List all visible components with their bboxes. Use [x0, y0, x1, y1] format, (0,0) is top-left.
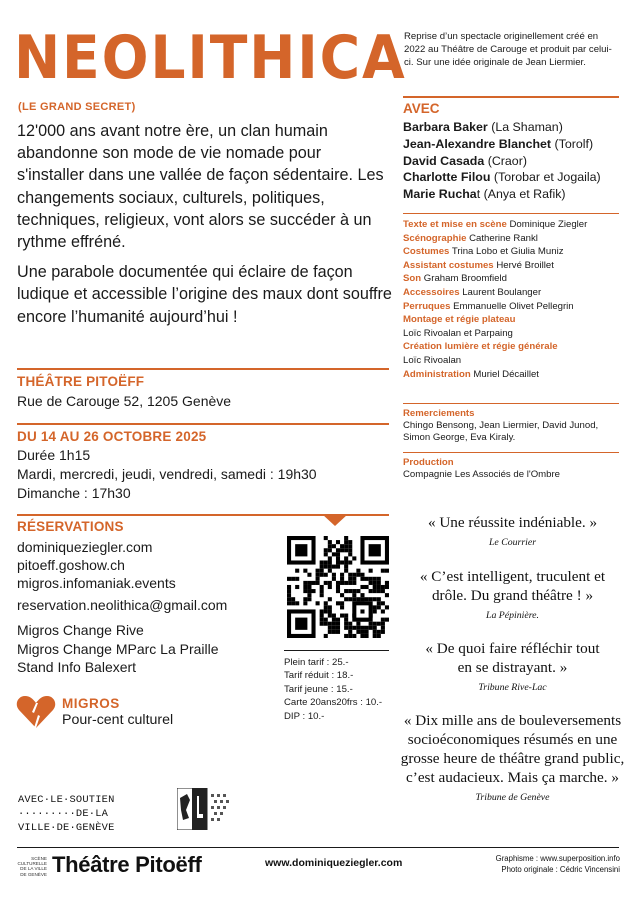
credit-value: Dominique Ziegler	[509, 219, 588, 230]
cast-name: Marie Rucha	[403, 187, 477, 202]
credit-label: Administration	[403, 368, 471, 380]
divider-credits	[403, 213, 619, 214]
divider-avec	[403, 96, 619, 98]
intro-paragraph-2: Une parabole documentée qui éclaire de façon ludique et accessible l’origine des maux dont souffre encore l’humanité aujourd’hui !	[17, 263, 392, 326]
credit-item	[403, 272, 625, 286]
credit-value: Loïc Rivoalan et Parpaing	[403, 327, 513, 339]
credit-label: Montage et régie plateau	[403, 314, 516, 326]
press-quote	[400, 567, 625, 621]
cast-item	[403, 186, 623, 203]
cast-item	[403, 169, 623, 186]
link-dominiqueziegler[interactable]: dominiqueziegler.com	[17, 539, 153, 555]
credit-label: Accessoires	[403, 286, 460, 298]
duration: Durée 1h15	[17, 447, 91, 463]
scene-culturelle-label: SCÈNE CULTURELLE DE LA VILLE DE GENÈVE	[17, 856, 47, 877]
cast-name: Barbara Baker	[403, 120, 488, 134]
avec-title: AVEC	[403, 101, 440, 116]
tarif-carte: Carte 20ans20frs : 10.-	[284, 697, 383, 709]
credit-value: Loïc Rivoalan	[403, 354, 462, 366]
credit-label: Texte et mise en scène	[403, 219, 507, 230]
production-value: Compagnie Les Associés de l'Ombre	[403, 469, 561, 481]
credit-item	[403, 218, 625, 232]
quote-source: Le Courrier	[488, 537, 537, 548]
website-link[interactable]: www.dominiqueziegler.com	[265, 857, 403, 869]
quote-text: « Dix mille ans de bouleversements socioéconomiques résumés en une grosse heure de théâtre grand public, c’est audacieux. Mais ça marche. »	[400, 712, 625, 786]
quote-text: « De quoi faire réfléchir tout en se distrayant. »	[425, 640, 600, 676]
press-quote	[400, 639, 625, 693]
migros-heart-logo	[16, 695, 56, 729]
sunday-schedule: Dimanche : 17h30	[17, 485, 131, 501]
point-rive: Migros Change Rive	[17, 622, 144, 638]
theatre-pitoeff-logo: Théâtre Pitoëff	[52, 852, 202, 877]
remerciements-label: Remerciements	[403, 408, 475, 419]
credit-value: Muriel Décaillet	[473, 368, 539, 380]
production-label: Production	[403, 457, 454, 468]
credit-value: Emmanuelle Olivet Pellegrin	[453, 300, 574, 312]
cast-item	[403, 136, 623, 153]
qr-code-icon[interactable]	[287, 536, 389, 638]
credit-label: Scénographie	[403, 232, 467, 244]
cast-item	[403, 153, 623, 170]
cast-list	[403, 119, 623, 203]
credit-item	[403, 232, 625, 246]
cast-item	[403, 119, 623, 136]
cast-role: t (Anya et Rafik)	[476, 187, 566, 202]
press-quote	[400, 513, 625, 548]
credit-item	[403, 313, 625, 340]
show-subtitle: (LE GRAND SECRET)	[18, 101, 136, 113]
reservation-email[interactable]: reservation.neolithica@gmail.com	[17, 597, 228, 613]
credit-label: Costumes	[403, 246, 450, 258]
reservations-title: RÉSERVATIONS	[17, 519, 124, 534]
soutien-line-3: VILLE·DE·GENÈVE	[18, 822, 115, 834]
link-migros-infomaniak[interactable]: migros.infomaniak.events	[17, 575, 176, 591]
credit-value: Catherine Rankl	[469, 232, 538, 244]
remerciements-value: Chingo Bensong, Jean Liermier, David Junod, Simon George, Eva Kiraly.	[403, 420, 599, 444]
cast-role: (Craor)	[487, 153, 527, 168]
tarifs-list	[284, 656, 382, 723]
dates-info	[17, 446, 317, 503]
venue-title: THÉÂTRE PITOËFF	[17, 374, 145, 389]
point-balexert: Stand Info Balexert	[17, 659, 137, 675]
quote-source: Tribune Rive-Lac	[478, 682, 547, 693]
divider-remerciements	[403, 403, 619, 404]
credit-label: Assistant costumes	[403, 259, 494, 271]
soutien-line-2: ·········DE·LA	[18, 808, 109, 820]
tarif-reduit: Tarif réduit : 18.-	[284, 670, 354, 682]
credit-value: Graham Broomfield	[423, 273, 507, 285]
quote-text: « Une réussite indéniable. »	[427, 514, 598, 531]
arrow-down-icon	[322, 514, 348, 526]
cast-name: Jean-Alexandre Blanchet	[403, 136, 552, 151]
credit-item	[403, 300, 625, 314]
divider-production	[403, 452, 619, 453]
migros-subtitle: Pour-cent culturel	[62, 712, 174, 728]
reprise-note: Reprise d’un spectacle originellement créé en 2022 au Théâtre de Carouge et produit par celui-ci. Sur une idée originale de Jean Liermier.	[404, 31, 612, 68]
credit-item	[403, 245, 625, 259]
link-pitoeff[interactable]: pitoeff.goshow.ch	[17, 557, 125, 573]
credit-label: Création lumière et régie générale	[403, 341, 558, 353]
reservation-points	[17, 621, 219, 677]
intro-paragraph-1: 12'000 ans avant notre ère, un clan humain abandonne son mode de vie nomade pour s'installer dans une vallée de façon sédentaire. Les changements sociaux, culturels, politiques, techniques, religieux, vont alors se succéder à un rythme effréné.	[17, 122, 384, 252]
credit-item	[403, 286, 625, 300]
dates-title: DU 14 AU 26 OCTOBRE 2025	[17, 429, 207, 444]
cast-name: David Casada	[403, 153, 485, 168]
press-quote	[400, 711, 625, 803]
cast-role: (Torobar et Jogaila)	[493, 170, 601, 185]
show-title: NEOLITHICA	[14, 23, 407, 93]
divider-tarifs	[284, 650, 389, 651]
credit-label: Perruques	[403, 300, 451, 312]
cast-role: (Torolf)	[554, 136, 594, 151]
geneva-coat-of-arms-logo	[177, 788, 235, 830]
cast-name: Charlotte Filou	[403, 170, 491, 185]
point-praille: Migros Change MParc La Praille	[17, 640, 219, 657]
graphisme-credit: Graphisme : www.superposition.info	[495, 854, 620, 863]
reservation-links	[17, 538, 176, 592]
quote-text: « C’est intelligent, truculent et drôle. Du grand théâtre ! »	[419, 568, 606, 604]
credit-value: Laurent Boulanger	[462, 286, 542, 298]
tarif-plein: Plein tarif : 25.-	[284, 657, 349, 668]
migros-name: MIGROS	[62, 696, 120, 711]
credit-label: Son	[403, 273, 422, 285]
quote-source: La Pépinière.	[486, 610, 539, 621]
venue-address: Rue de Carouge 52, 1205 Genève	[17, 393, 232, 409]
tarif-dip: DIP : 10.-	[284, 710, 325, 722]
quote-source: Tribune de Genève	[475, 792, 550, 803]
cast-role: (La Shaman)	[491, 120, 563, 134]
credits-graphisme	[474, 853, 620, 875]
soutien-line-1: AVEC·LE·SOUTIEN	[18, 794, 115, 806]
weekday-schedule: Mardi, mercredi, jeudi, vendredi, samedi : 19h30	[17, 466, 317, 482]
divider-venue	[17, 368, 389, 370]
soutien-ville-geneve	[18, 793, 115, 835]
divider-dates	[17, 423, 389, 425]
credit-item	[403, 340, 625, 367]
footer-divider	[17, 847, 619, 848]
credit-value: Trina Lobo et Giulia Muniz	[451, 246, 564, 258]
credit-item	[403, 368, 625, 382]
remerciements	[403, 408, 625, 445]
production	[403, 457, 625, 481]
intro-text	[17, 120, 392, 336]
credit-item	[403, 259, 625, 273]
photo-credit: Photo originale : Cédric Vincensini	[501, 865, 620, 874]
tarif-jeune: Tarif jeune : 15.-	[284, 683, 353, 695]
credits-list	[403, 218, 625, 381]
credit-value: Hervé Broillet	[496, 259, 554, 271]
